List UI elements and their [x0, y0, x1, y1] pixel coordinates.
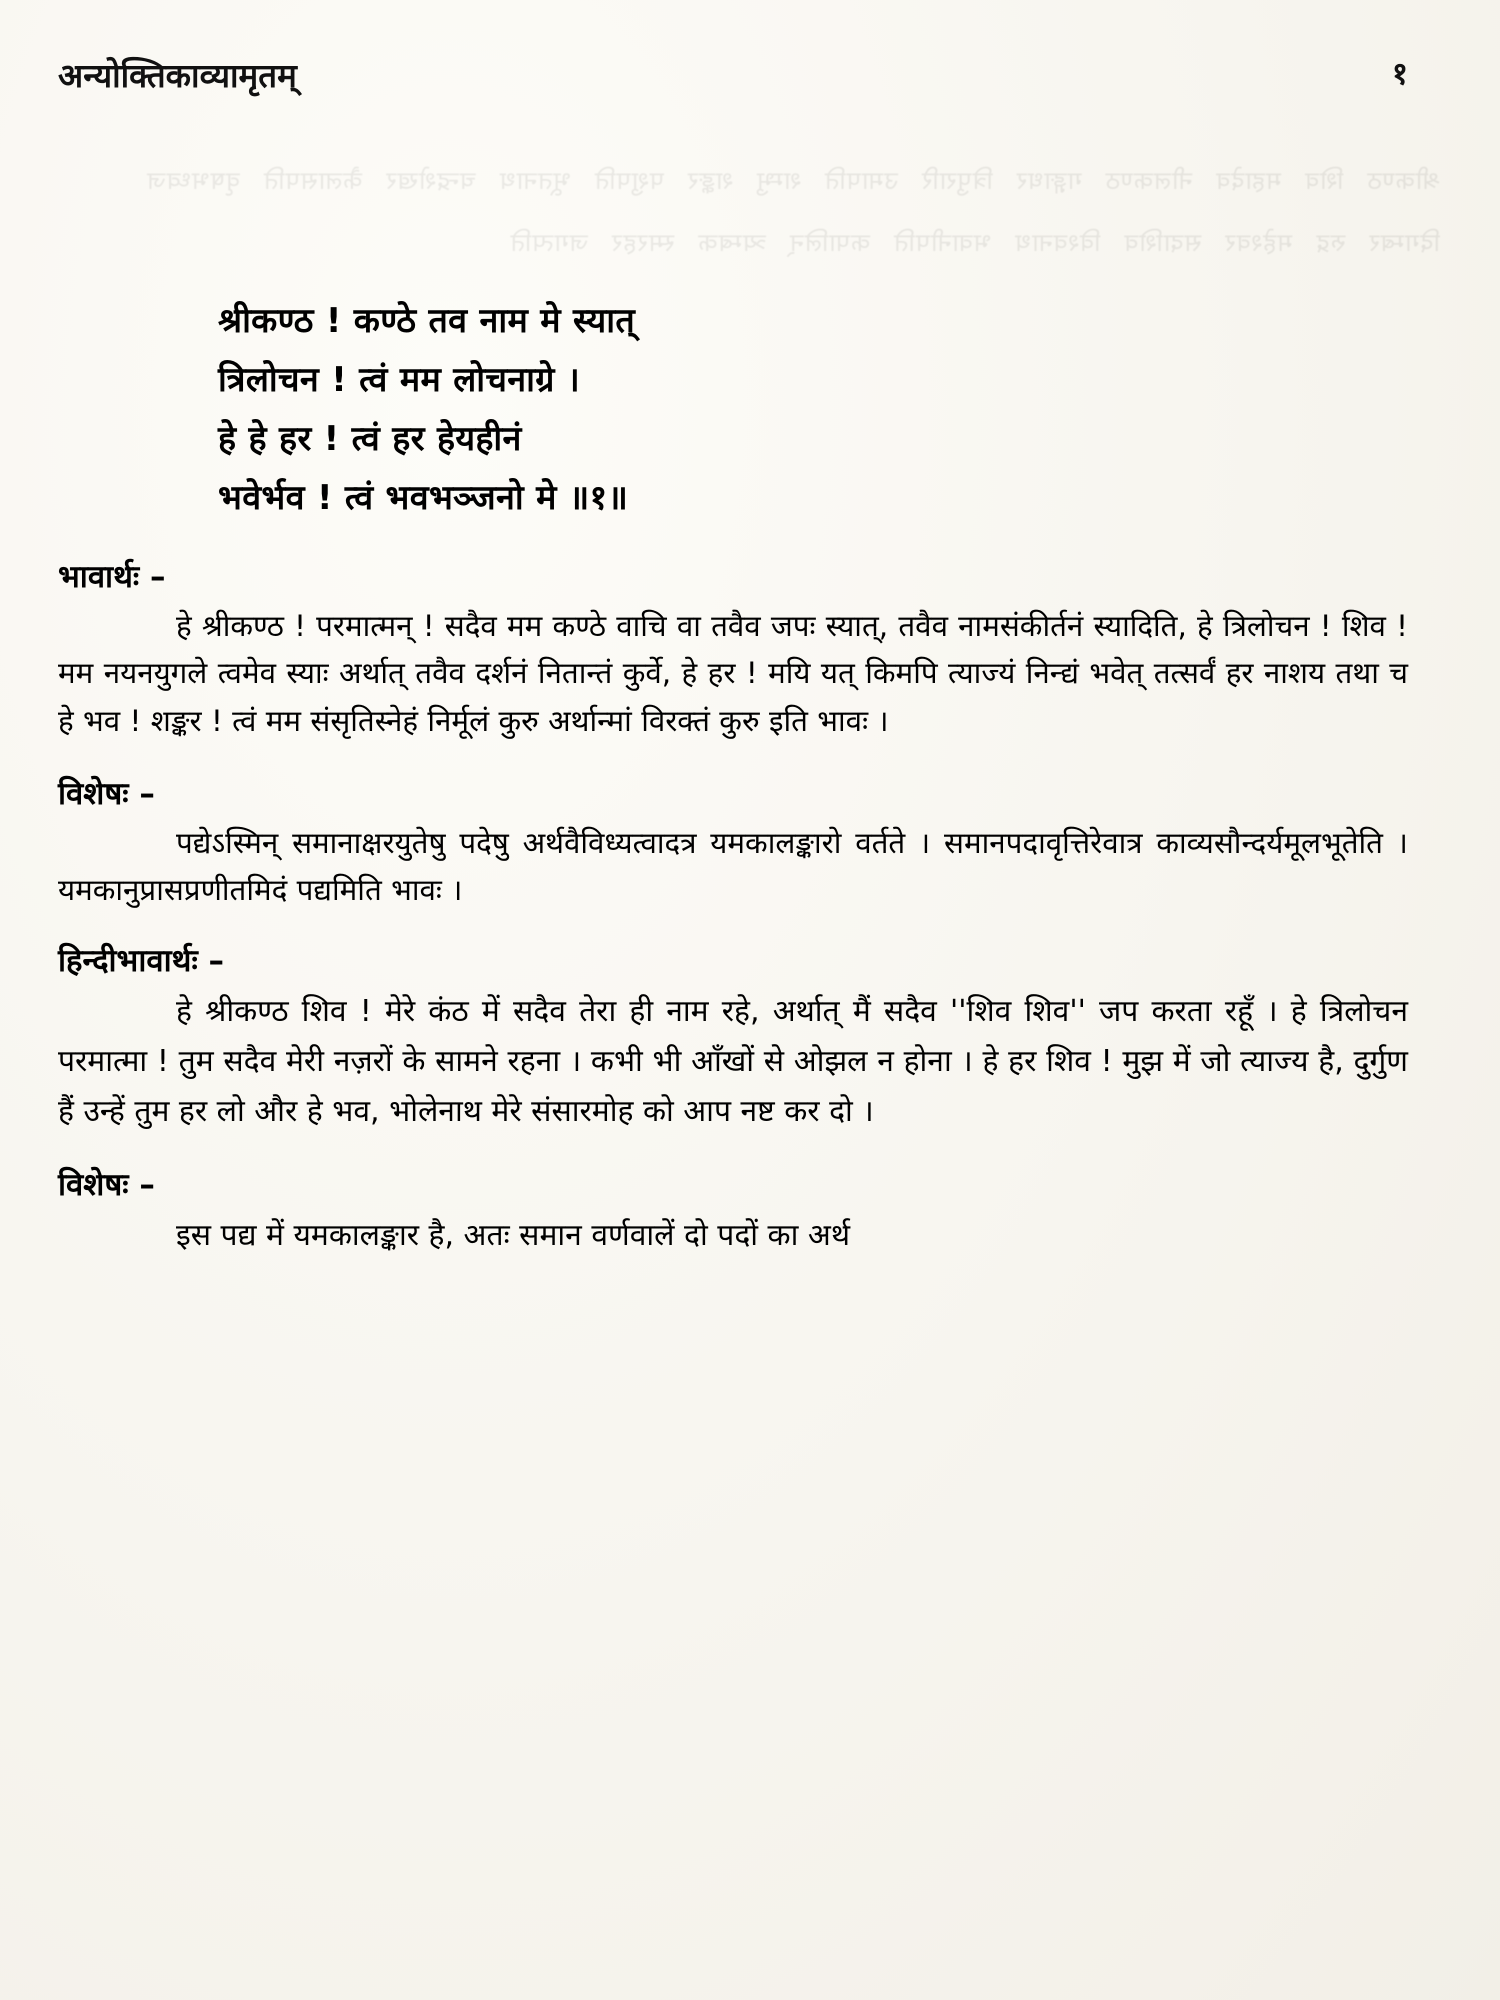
section-paragraph: इस पद्य में यमकालङ्कार है, अतः समान वर्णवालें दो पदों का अर्थ — [176, 1217, 850, 1253]
section-bhavartha — [58, 555, 1414, 746]
verse-line: श्रीकण्ठ ! कण्ठे तव नाम मे स्यात् — [218, 301, 636, 341]
section-paragraph: हे श्रीकण्ठ शिव ! मेरे कंठ में सदैव तेरा ही नाम रहे, अर्थात् मैं सदैव ''शिव शिव'' जप करता रहूँ । हे त्रिलोचन परमात्मा ! तुम सदैव मेरी नज़रों के सामने रहना । कभी भी आँखों से ओझल न होना । हे हर शिव ! मुझ में जो त्याज्य है, दुर्गुण हैं उन्हें तुम हर लो और हे भव, भोलेनाथ मेरे संसारमोह को आप नष्ट कर दो । — [58, 994, 1408, 1129]
section-heading: हिन्दीभावार्थः – — [58, 943, 225, 980]
verse-line: भवेर्भव ! त्वं भवभञ्जनो मे ॥१॥ — [218, 478, 629, 519]
section-paragraph: हे श्रीकण्ठ ! परमात्मन् ! सदैव मम कण्ठे वाचि वा तवैव जपः स्यात्, तवैव नामसंकीर्तनं स्यादिति, हे त्रिलोचन ! शिव ! मम नयनयुगले त्वमेव स्याः अर्थात् तवैव दर्शनं नितान्तं कुर्वे, हे हर ! मयि यत् किमपि त्याज्यं निन्द्यं भवेत् तत्सर्वं हर नाशय तथा च हे भव ! शङ्कर ! त्वं मम संसृतिस्नेहं निर्मूलं कुरु अर्थान्मां विरक्तं कुरु इति भावः । — [58, 608, 1408, 739]
section-vishesha-2 — [58, 1163, 1414, 1265]
section-heading: भावार्थः – — [58, 558, 166, 595]
section-paragraph: पद्येऽस्मिन् समानाक्षरयुतेषु पदेषु अर्थवैविध्यत्वादत्र यमकालङ्कारो वर्तते । समानपदावृत्तिरेवात्र काव्यसौन्दर्यमूलभूतेति । यमकानुप्रासप्रणीतमिदं पद्यमिति भावः । — [58, 825, 1408, 907]
verse-line: हे हे हर ! त्वं हर हेयहीनं — [218, 419, 522, 460]
section-vishesha-1 — [58, 772, 1414, 913]
page-header — [58, 52, 1414, 97]
verse-line: त्रिलोचन ! त्वं मम लोचनाग्रे । — [218, 360, 581, 401]
section-heading: विशेषः – — [58, 775, 155, 812]
section-heading: विशेषः – — [58, 1166, 155, 1203]
section-paragraph-clipped — [58, 1211, 1414, 1265]
section-hindi-bhavartha — [58, 939, 1414, 1136]
page-number: १ — [1391, 56, 1408, 92]
page-bleed-through: श्रीकण्ठ शिव महादेव नीलकण्ठ गङ्गाधर त्रिपुरारि उमापति शम्भु शङ्कर पशुपति भूतनाथ चन्द्रशेखर कैलासपति वृषभध्वज दिगम्बर रुद्र महेश्वर सदाशिव विश्वनाथ भवानीपति कपालिन् त्र्यम्बक स्मरहर जगत्पति — [146, 166, 1440, 257]
page-title: अन्योक्तिकाव्यामृतम् — [58, 56, 297, 95]
sanskrit-verse — [218, 292, 1414, 529]
